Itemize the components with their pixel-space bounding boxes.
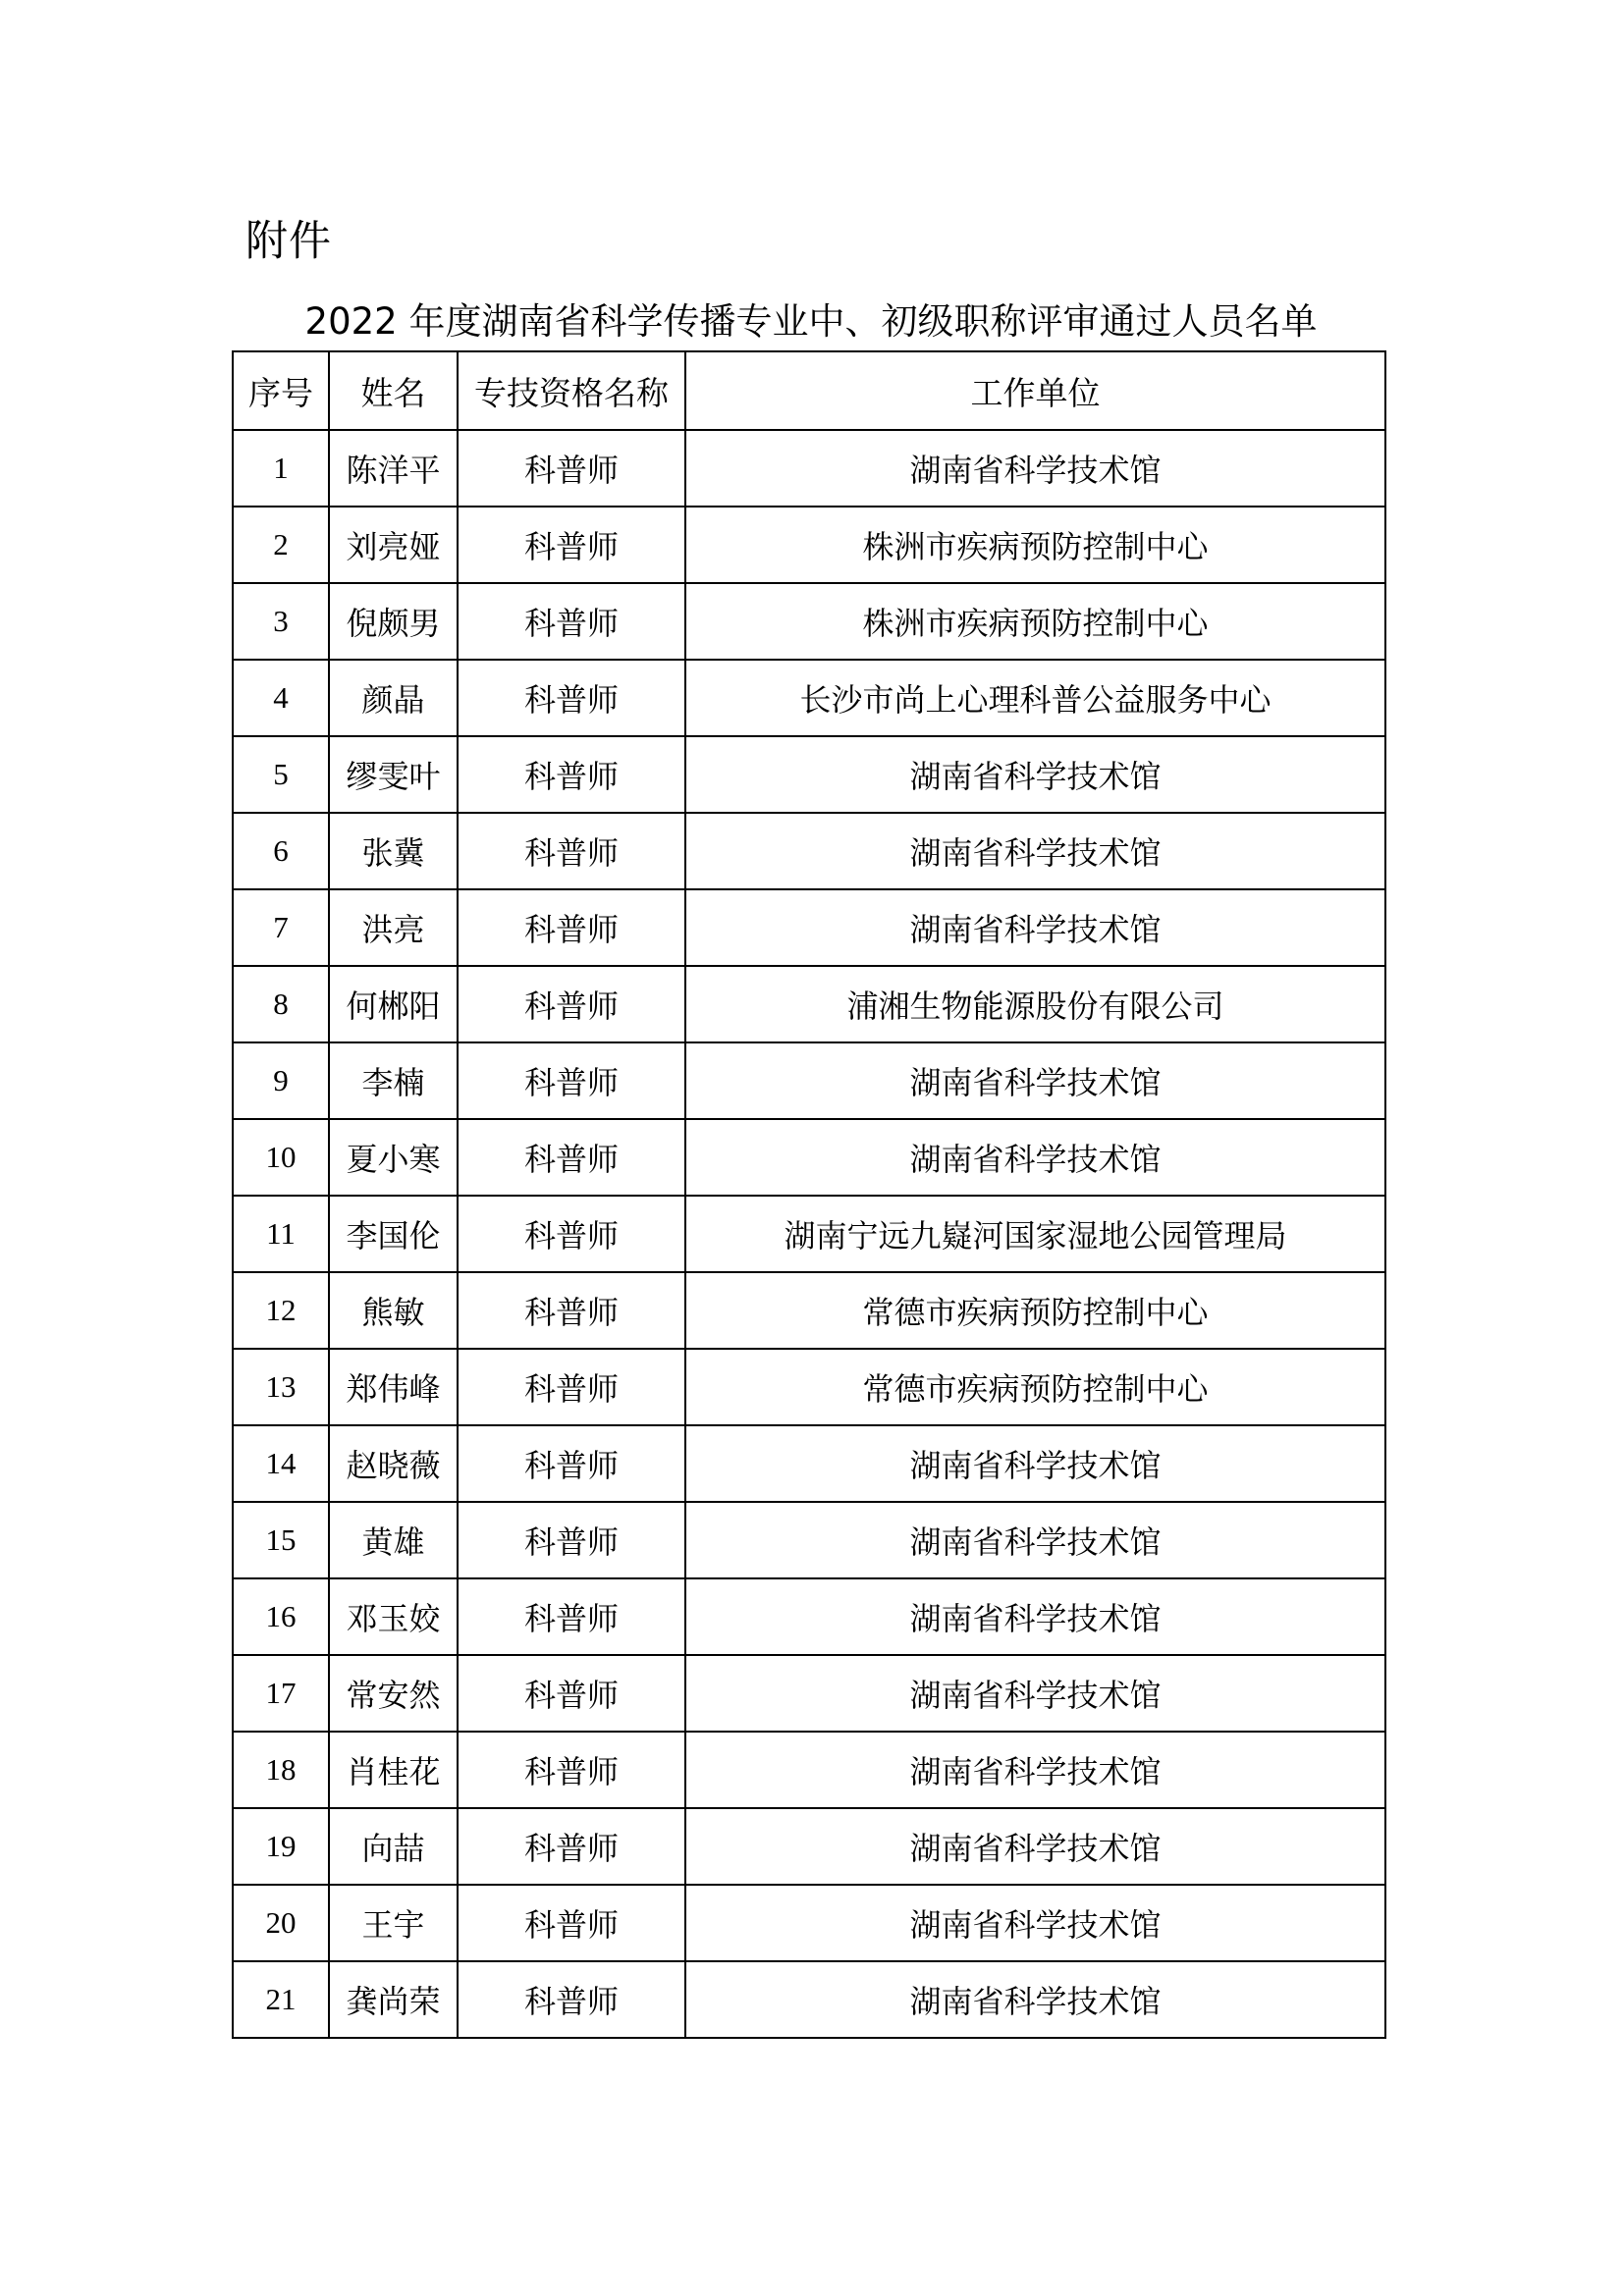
cell-unit: 湖南省科学技术馆 (685, 1732, 1385, 1808)
table-row (233, 1732, 1385, 1808)
cell-name: 何郴阳 (329, 966, 458, 1042)
cell-name: 龚尚荣 (329, 1961, 458, 2038)
cell-qualification: 科普师 (458, 660, 685, 736)
cell-unit: 湖南省科学技术馆 (685, 1578, 1385, 1655)
cell-qualification: 科普师 (458, 1196, 685, 1272)
cell-qualification: 科普师 (458, 1042, 685, 1119)
cell-name: 熊敏 (329, 1272, 458, 1349)
roster-table (232, 350, 1386, 2039)
cell-seq: 16 (233, 1578, 329, 1655)
header-qualification: 专技资格名称 (458, 351, 685, 430)
header-name: 姓名 (329, 351, 458, 430)
cell-qualification: 科普师 (458, 1502, 685, 1578)
table-row (233, 1349, 1385, 1425)
cell-unit: 湖南省科学技术馆 (685, 1502, 1385, 1578)
cell-seq: 3 (233, 583, 329, 660)
table-row (233, 1042, 1385, 1119)
cell-name: 黄雄 (329, 1502, 458, 1578)
cell-qualification: 科普师 (458, 1272, 685, 1349)
cell-seq: 2 (233, 507, 329, 583)
cell-unit: 湖南省科学技术馆 (685, 736, 1385, 813)
cell-qualification: 科普师 (458, 583, 685, 660)
table-header-row (233, 351, 1385, 430)
cell-name: 邓玉姣 (329, 1578, 458, 1655)
cell-qualification: 科普师 (458, 966, 685, 1042)
cell-name: 缪雯叶 (329, 736, 458, 813)
cell-unit: 湖南省科学技术馆 (685, 1655, 1385, 1732)
cell-seq: 6 (233, 813, 329, 889)
header-seq: 序号 (233, 351, 329, 430)
cell-seq: 13 (233, 1349, 329, 1425)
table-row (233, 1119, 1385, 1196)
cell-name: 王宇 (329, 1885, 458, 1961)
cell-seq: 8 (233, 966, 329, 1042)
cell-qualification: 科普师 (458, 736, 685, 813)
table-row (233, 1808, 1385, 1885)
cell-seq: 1 (233, 430, 329, 507)
cell-seq: 17 (233, 1655, 329, 1732)
table-row (233, 583, 1385, 660)
cell-unit: 湖南省科学技术馆 (685, 1885, 1385, 1961)
cell-qualification: 科普师 (458, 1425, 685, 1502)
cell-qualification: 科普师 (458, 1349, 685, 1425)
table-row (233, 1578, 1385, 1655)
roster-body (233, 430, 1385, 2038)
cell-qualification: 科普师 (458, 1655, 685, 1732)
cell-qualification: 科普师 (458, 1961, 685, 2038)
cell-name: 洪亮 (329, 889, 458, 966)
cell-seq: 18 (233, 1732, 329, 1808)
cell-unit: 湖南省科学技术馆 (685, 813, 1385, 889)
table-row (233, 966, 1385, 1042)
cell-name: 郑伟峰 (329, 1349, 458, 1425)
cell-name: 肖桂花 (329, 1732, 458, 1808)
cell-seq: 12 (233, 1272, 329, 1349)
cell-seq: 11 (233, 1196, 329, 1272)
table-row (233, 660, 1385, 736)
table-row (233, 1272, 1385, 1349)
cell-unit: 湖南省科学技术馆 (685, 1042, 1385, 1119)
cell-name: 刘亮娅 (329, 507, 458, 583)
cell-qualification: 科普师 (458, 430, 685, 507)
cell-name: 倪颇男 (329, 583, 458, 660)
cell-name: 赵晓薇 (329, 1425, 458, 1502)
cell-unit: 湖南省科学技术馆 (685, 889, 1385, 966)
cell-unit: 株洲市疾病预防控制中心 (685, 583, 1385, 660)
table-row (233, 1425, 1385, 1502)
header-unit: 工作单位 (685, 351, 1385, 430)
cell-seq: 9 (233, 1042, 329, 1119)
cell-unit: 湖南省科学技术馆 (685, 1425, 1385, 1502)
cell-name: 李国伦 (329, 1196, 458, 1272)
cell-unit: 湖南省科学技术馆 (685, 430, 1385, 507)
cell-name: 颜晶 (329, 660, 458, 736)
table-row (233, 507, 1385, 583)
table-row (233, 1885, 1385, 1961)
cell-seq: 21 (233, 1961, 329, 2038)
cell-unit: 湖南省科学技术馆 (685, 1961, 1385, 2038)
cell-qualification: 科普师 (458, 813, 685, 889)
table-row (233, 736, 1385, 813)
cell-name: 常安然 (329, 1655, 458, 1732)
cell-qualification: 科普师 (458, 1808, 685, 1885)
attachment-label: 附件 (245, 217, 332, 266)
cell-seq: 15 (233, 1502, 329, 1578)
cell-name: 向喆 (329, 1808, 458, 1885)
cell-unit: 浦湘生物能源股份有限公司 (685, 966, 1385, 1042)
table-row (233, 1502, 1385, 1578)
cell-name: 张冀 (329, 813, 458, 889)
document-title: 2022 年度湖南省科学传播专业中、初级职称评审通过人员名单 (304, 300, 1318, 343)
cell-qualification: 科普师 (458, 1119, 685, 1196)
cell-seq: 14 (233, 1425, 329, 1502)
cell-qualification: 科普师 (458, 1885, 685, 1961)
table-row (233, 813, 1385, 889)
cell-qualification: 科普师 (458, 507, 685, 583)
cell-seq: 7 (233, 889, 329, 966)
cell-name: 陈洋平 (329, 430, 458, 507)
cell-unit: 湖南宁远九嶷河国家湿地公园管理局 (685, 1196, 1385, 1272)
cell-seq: 4 (233, 660, 329, 736)
cell-name: 夏小寒 (329, 1119, 458, 1196)
cell-name: 李楠 (329, 1042, 458, 1119)
cell-seq: 10 (233, 1119, 329, 1196)
cell-seq: 20 (233, 1885, 329, 1961)
table-row (233, 430, 1385, 507)
table-row (233, 1196, 1385, 1272)
table-row (233, 1961, 1385, 2038)
cell-qualification: 科普师 (458, 889, 685, 966)
cell-seq: 19 (233, 1808, 329, 1885)
cell-unit: 株洲市疾病预防控制中心 (685, 507, 1385, 583)
table-row (233, 1655, 1385, 1732)
cell-qualification: 科普师 (458, 1732, 685, 1808)
cell-unit: 长沙市尚上心理科普公益服务中心 (685, 660, 1385, 736)
cell-seq: 5 (233, 736, 329, 813)
cell-unit: 常德市疾病预防控制中心 (685, 1272, 1385, 1349)
cell-qualification: 科普师 (458, 1578, 685, 1655)
cell-unit: 常德市疾病预防控制中心 (685, 1349, 1385, 1425)
cell-unit: 湖南省科学技术馆 (685, 1119, 1385, 1196)
table-row (233, 889, 1385, 966)
cell-unit: 湖南省科学技术馆 (685, 1808, 1385, 1885)
